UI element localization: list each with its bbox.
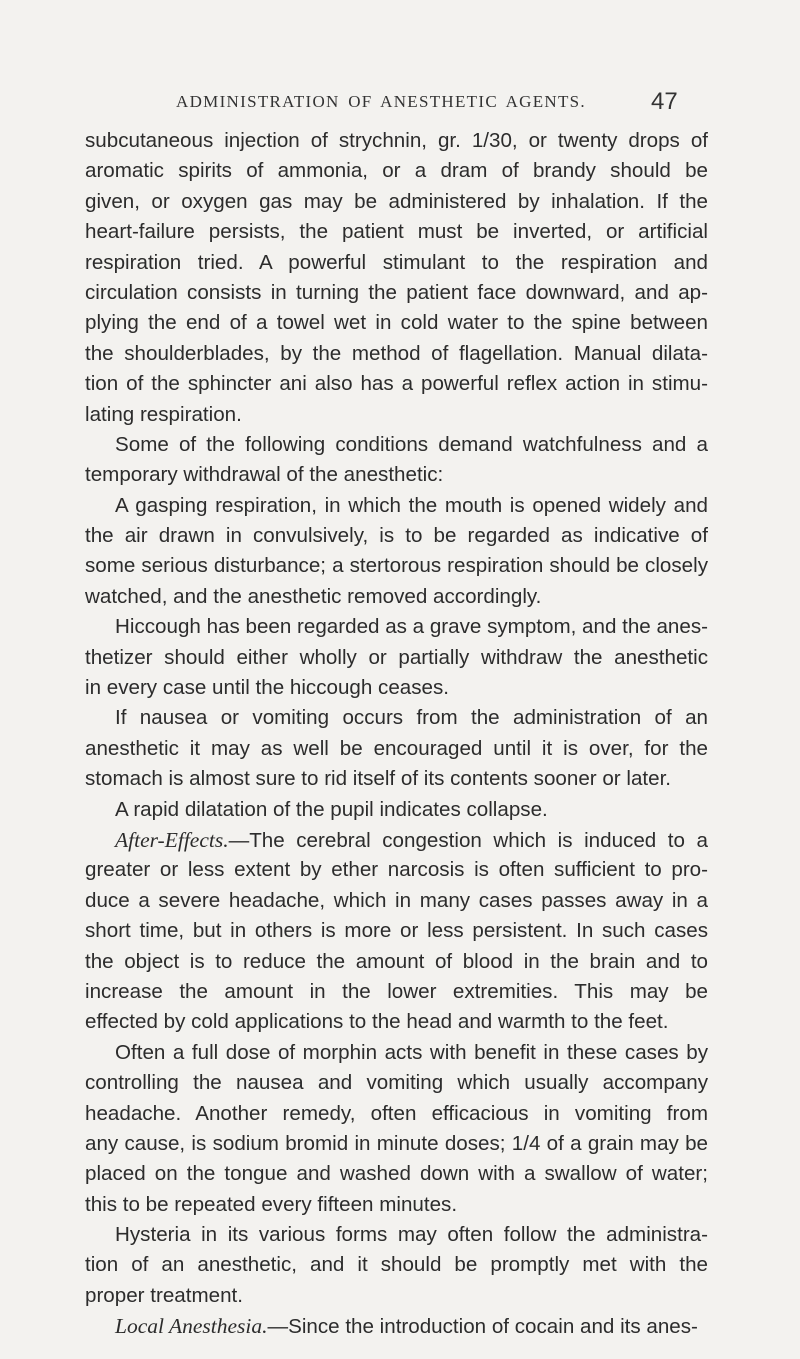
paragraph-line: placed on the tongue and washed down with a swallow of water; <box>85 1162 708 1186</box>
paragraph <box>85 1038 708 1220</box>
section-run-in-heading: Local Anesthesia. <box>115 1314 268 1339</box>
body-text <box>85 126 708 1342</box>
paragraph-line: heart-failure persists, the patient must be inverted, or artificial <box>85 220 708 244</box>
paragraph-line: plying the end of a towel wet in cold water to the spine between <box>85 311 708 335</box>
paragraph-line: the air drawn in convulsively, is to be regarded as indicative of <box>85 524 708 548</box>
paragraph-line: Often a full dose of morphin acts with benefit in these cases by <box>115 1040 708 1064</box>
paragraph-line: A gasping respiration, in which the mouth is opened widely and <box>115 493 708 517</box>
paragraph-line: respiration tried. A powerful stimulant to the respiration and <box>85 250 708 274</box>
paragraph-line: lating respiration. <box>85 402 242 426</box>
paragraph <box>85 1311 708 1341</box>
paragraph-line: short time, but in others is more or less persistent. In such cases <box>85 919 708 943</box>
paragraph <box>85 1220 708 1311</box>
paragraph <box>85 825 708 1038</box>
paragraph-line: anesthetic it may as well be encouraged until it is over, for the <box>85 736 708 760</box>
paragraph-line: any cause, is sodium bromid in minute doses; 1/4 of a grain may be <box>85 1131 708 1155</box>
paragraph-line: headache. Another remedy, often efficacious in vomiting from <box>85 1101 708 1125</box>
paragraph-line: tion of an anesthetic, and it should be promptly met with the <box>85 1253 708 1277</box>
paragraph-line: in every case until the hiccough ceases. <box>85 676 450 700</box>
section-run-in-heading: After-Effects. <box>115 827 229 852</box>
paragraph-line: If nausea or vomiting occurs from the administration of an <box>115 706 708 730</box>
paragraph-line: aromatic spirits of ammonia, or a dram of brandy should be <box>85 159 708 183</box>
paragraph-line: some serious disturbance; a stertorous respiration should be closely <box>85 554 708 578</box>
page-number: 47 <box>651 88 678 115</box>
paragraph-line: proper treatment. <box>85 1283 243 1307</box>
paragraph <box>85 126 708 430</box>
paragraph-line: greater or less extent by ether narcosis is often sufficient to pro- <box>85 858 708 882</box>
paragraph <box>85 703 708 794</box>
paragraph <box>85 612 708 703</box>
paragraph-line: Hysteria in its various forms may often follow the administra- <box>115 1223 708 1247</box>
paragraph-line: the object is to reduce the amount of blood in the brain and to <box>85 949 708 973</box>
paragraph-line: subcutaneous injection of strychnin, gr. 1/30, or twenty drops of <box>85 129 708 152</box>
paragraph-line: increase the amount in the lower extremities. This may be <box>85 979 708 1003</box>
paragraph <box>85 491 708 613</box>
paragraph-line: effected by cold applications to the head and warmth to the feet. <box>85 1010 669 1034</box>
line-text: —Since the introduction of cocain and its anes- <box>267 1315 698 1339</box>
paragraph-line: this to be repeated every fifteen minutes. <box>85 1192 458 1216</box>
paragraph <box>85 795 708 825</box>
paragraph-line: controlling the nausea and vomiting which usually accompany <box>85 1071 708 1095</box>
paragraph-line: circulation consists in turning the patient face downward, and ap- <box>85 280 708 304</box>
paragraph-line <box>85 1311 708 1341</box>
paragraph-line: temporary withdrawal of the anesthetic: <box>85 463 444 487</box>
paragraph-line <box>85 825 708 855</box>
paragraph-line: stomach is almost sure to rid itself of its contents sooner or later. <box>85 767 672 791</box>
paragraph-line: given, or oxygen gas may be administered by inhalation. If the <box>85 189 708 213</box>
paragraph-line: tion of the sphincter ani also has a powerful reflex action in stimu- <box>85 372 708 396</box>
paragraph-line: A rapid dilatation of the pupil indicates collapse. <box>115 797 548 821</box>
paragraph-line: duce a severe headache, which in many cases passes away in a <box>85 888 708 912</box>
paragraph-line: the shoulderblades, by the method of flagellation. Manual dilata- <box>85 341 708 365</box>
line-text: —The cerebral congestion which is induced to a <box>228 828 708 852</box>
paragraph-line: thetizer should either wholly or partially withdraw the anesthetic <box>85 645 708 669</box>
running-head <box>0 88 800 120</box>
paragraph-line: Hiccough has been regarded as a grave symptom, and the anes- <box>115 615 708 639</box>
paragraph-line: Some of the following conditions demand watchfulness and a <box>115 432 708 456</box>
paragraph-line: watched, and the anesthetic removed accordingly. <box>85 584 542 608</box>
running-head-title: ADMINISTRATION OF ANESTHETIC AGENTS. <box>176 92 586 111</box>
paragraph <box>85 430 708 491</box>
